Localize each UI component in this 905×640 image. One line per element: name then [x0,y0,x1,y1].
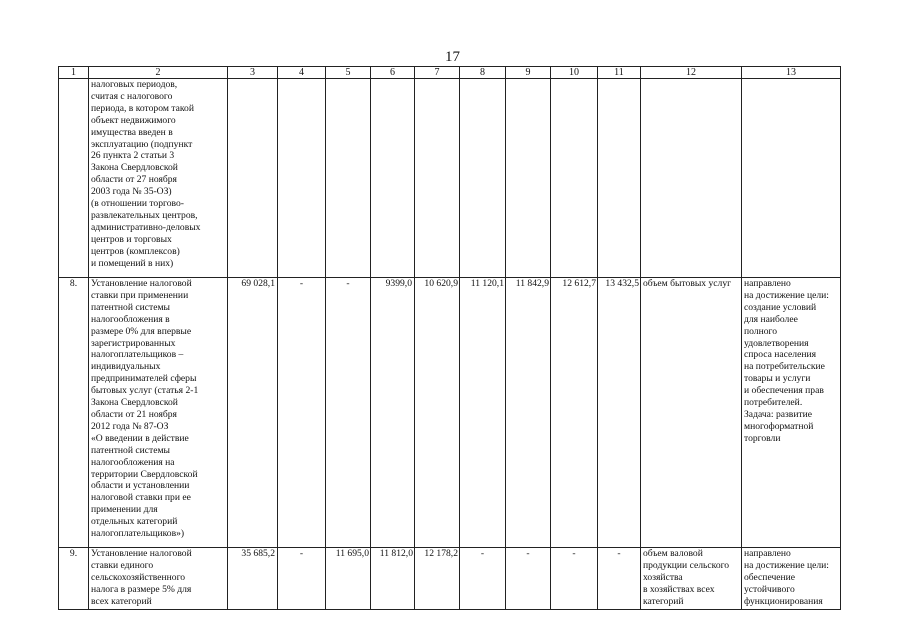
column-number: 10 [551,67,598,79]
column-number: 13 [742,67,841,79]
value-cell: 12 178,2 [415,548,460,610]
value-cell: - [506,548,551,610]
page-number: 17 [445,49,460,65]
goal-cell: направлено на достижение цели: создание условий для наиболее полного удовлетворения спроса населения на потребительские товары и услуги и обеспечения прав потребителей. Задача: развитие многоформатной торговли [742,278,841,548]
benefit-description: налоговых периодов, считая с налогового периода, в котором такой объект недвижимого имущества введен в эксплуатацию (подпункт 26 пункта 2 статьи 3 Закона Свердловской области от 27 ноября 2003 года № 35-ОЗ) (в отношении торгово- развлекательных центров, административно-деловых центров и торговых центров (комплексов) и помещений в них) [89,79,228,278]
column-number: 8 [460,67,506,79]
value-cell [228,79,278,278]
value-cell: - [278,548,326,610]
value-cell: 69 028,1 [228,278,278,548]
column-number: 1 [59,67,89,79]
value-cell [278,79,326,278]
table-row [59,79,841,278]
row-number: 9. [59,548,89,610]
column-number: 5 [326,67,371,79]
value-cell [506,79,551,278]
row-number: 8. [59,278,89,548]
value-cell [371,79,415,278]
value-cell: - [278,278,326,548]
value-cell: 12 612,7 [551,278,598,548]
column-number: 6 [371,67,415,79]
column-number-row [59,67,841,79]
table-row [59,548,841,610]
value-cell: 11 812,0 [371,548,415,610]
value-cell: 9399,0 [371,278,415,548]
value-cell: 11 695,0 [326,548,371,610]
column-number: 11 [598,67,641,79]
value-cell [551,79,598,278]
table-row [59,278,841,548]
column-number: 9 [506,67,551,79]
indicator-cell [641,79,742,278]
value-cell [415,79,460,278]
value-cell: 13 432,5 [598,278,641,548]
indicator-cell: объем валовой продукции сельского хозяйства в хозяйствах всех категорий [641,548,742,610]
column-number: 3 [228,67,278,79]
value-cell: 10 620,9 [415,278,460,548]
column-number: 4 [278,67,326,79]
value-cell [326,79,371,278]
indicator-cell: объем бытовых услуг [641,278,742,548]
goal-cell: направлено на достижение цели: обеспечение устойчивого функционирования [742,548,841,610]
column-number: 12 [641,67,742,79]
value-cell: - [326,278,371,548]
row-number [59,79,89,278]
value-cell [598,79,641,278]
value-cell: 11 842,9 [506,278,551,548]
column-number: 7 [415,67,460,79]
benefit-description: Установление налоговой ставки единого сельскохозяйственного налога в размере 5% для всех категорий [89,548,228,610]
goal-cell [742,79,841,278]
value-cell: 11 120,1 [460,278,506,548]
column-number: 2 [89,67,228,79]
benefit-description: Установление налоговой ставки при применении патентной системы налогообложения в размере 0% для впервые зарегистрированных налогоплательщиков – индивидуальных предпринимателей сферы бытовых услуг (статья 2-1 Закона Свердловской области от 21 ноября 2012 года № 87-ОЗ «О введении в действие патентной системы налогообложения на территории Свердловской области и установлении налоговой ставки при ее применении для отдельных категорий налогоплательщиков») [89,278,228,548]
value-cell: - [598,548,641,610]
tax-expenditure-table [58,66,841,610]
value-cell: - [551,548,598,610]
value-cell [460,79,506,278]
value-cell: 35 685,2 [228,548,278,610]
value-cell: - [460,548,506,610]
